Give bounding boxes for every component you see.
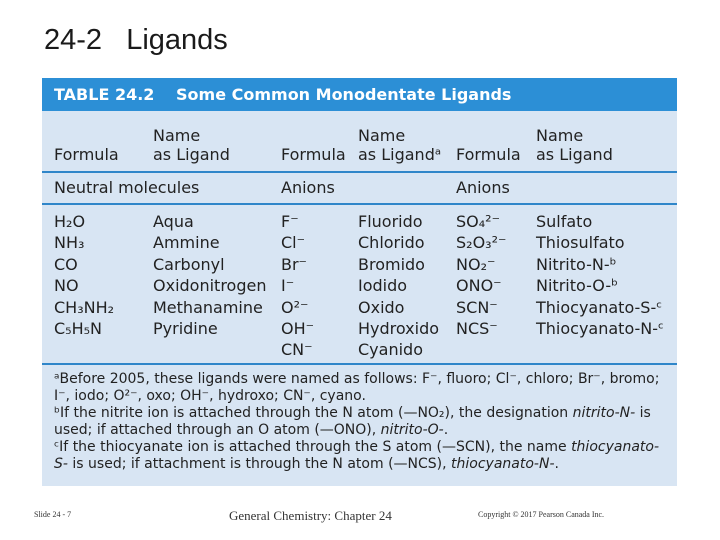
header-name-2: Name as Ligandᵃ: [358, 126, 442, 164]
name-cell: Nitrito-O-ᵇ: [536, 276, 618, 296]
footnote-a: ᵃBefore 2005, these ligands were named as follows: F⁻, fluoro; Cl⁻, chloro; Br⁻, bromo; I⁻, iodo; O²⁻, oxo; OH⁻, hydroxo; CN⁻, cyano.: [54, 371, 660, 404]
column-name-anions-2: [536, 211, 664, 339]
column-formula-anions-2: [456, 211, 506, 339]
name-cell: Nitrito-N-ᵇ: [536, 254, 617, 274]
name-cell: Oxido: [358, 297, 405, 317]
header-name-3: Name as Ligand: [536, 126, 613, 164]
header-formula-3: Formula: [456, 145, 521, 164]
name-cell: Bromido: [358, 254, 425, 274]
column-name-neutral: [153, 211, 266, 339]
footnote-b-text: is used; if attached through an O atom (—ONO),: [54, 405, 651, 438]
slide-number: Slide 24 - 7: [34, 510, 72, 519]
formula-cell: O²⁻: [281, 297, 309, 317]
name-cell: Thiocyanato-S-ᶜ: [536, 297, 663, 317]
table-footnotes: [54, 371, 669, 473]
formula-cell: CO: [54, 254, 78, 274]
formula-cell: S₂O₃²⁻: [456, 233, 507, 253]
formula-cell: H₂O: [54, 212, 86, 231]
formula-cell: OH⁻: [281, 318, 315, 338]
name-cell: Chlorido: [358, 233, 425, 253]
column-name-anions-1: [358, 211, 439, 361]
formula-cell: NO: [54, 276, 79, 296]
footnote-b: [54, 405, 669, 439]
footnote-c: [54, 439, 669, 473]
formula-cell: SCN⁻: [456, 297, 498, 317]
footnote-b-text: .: [443, 422, 449, 438]
name-cell: Pyridine: [153, 318, 218, 338]
section-anions-2: Anions: [456, 178, 510, 197]
slide-title: 24-2 Ligands: [44, 24, 228, 56]
table-title-bar: [42, 78, 677, 111]
footnote-c-italic: thiocyanato-N-: [451, 456, 555, 472]
formula-cell: CN⁻: [281, 340, 313, 360]
formula-cell: ONO⁻: [456, 276, 502, 296]
name-cell: Cyanido: [358, 340, 423, 360]
footnote-b-italic: nitrito-O-: [380, 422, 444, 438]
name-cell: Aqua: [153, 212, 194, 231]
section-anions-1: Anions: [281, 178, 335, 197]
formula-cell: I⁻: [281, 276, 295, 296]
formula-cell: Br⁻: [281, 254, 307, 274]
header-divider: [42, 171, 677, 173]
footnote-c-text: is used; if attachment is through the N atom (—NCS),: [67, 456, 452, 472]
name-cell: Carbonyl: [153, 254, 225, 274]
footnote-c-italic: thiocyanato-S-: [54, 439, 659, 472]
column-formula-neutral: [54, 211, 114, 339]
header-name-1: Name as Ligand: [153, 126, 230, 164]
formula-cell: Cl⁻: [281, 233, 306, 253]
footnote-c-text: .: [554, 456, 559, 472]
column-formula-anions-1: [281, 211, 314, 361]
name-cell: Methanamine: [153, 297, 263, 317]
name-cell: Thiosulfato: [536, 233, 625, 253]
name-cell: Hydroxido: [358, 318, 440, 338]
footnote-divider: [42, 363, 677, 365]
section-neutral-molecules: Neutral molecules: [54, 178, 200, 197]
name-cell: Fluorido: [358, 212, 423, 231]
formula-cell: CH₃NH₂: [54, 297, 115, 317]
formula-cell: SO₄²⁻: [456, 212, 501, 231]
formula-cell: NCS⁻: [456, 318, 498, 338]
header-formula-2: Formula: [281, 145, 346, 164]
formula-cell: NO₂⁻: [456, 254, 496, 274]
slide-footer: General Chemistry: Chapter 24: [229, 508, 392, 523]
header-formula-1: Formula: [54, 145, 119, 164]
name-cell: Oxidonitrogen: [153, 276, 267, 296]
name-cell: Ammine: [153, 233, 220, 253]
section-divider: [42, 203, 677, 205]
name-cell: Sulfato: [536, 212, 593, 231]
formula-cell: NH₃: [54, 233, 85, 253]
footnote-b-text: ᵇIf the nitrite ion is attached through the N atom (—NO₂), the designation: [54, 405, 573, 421]
ligands-table: [42, 78, 677, 486]
name-cell: Thiocyanato-N-ᶜ: [536, 318, 664, 338]
footnote-c-text: ᶜIf the thiocyanate ion is attached through the S atom (—SCN), the name: [54, 439, 572, 455]
table-caption: Some Common Monodentate Ligands: [176, 85, 512, 104]
table-number: TABLE 24.2: [54, 85, 155, 104]
name-cell: Iodido: [358, 276, 408, 296]
footnote-b-italic: nitrito-N-: [572, 405, 636, 421]
formula-cell: C₅H₅N: [54, 318, 102, 338]
formula-cell: F⁻: [281, 212, 299, 231]
copyright-notice: Copyright © 2017 Pearson Canada Inc.: [478, 510, 605, 519]
